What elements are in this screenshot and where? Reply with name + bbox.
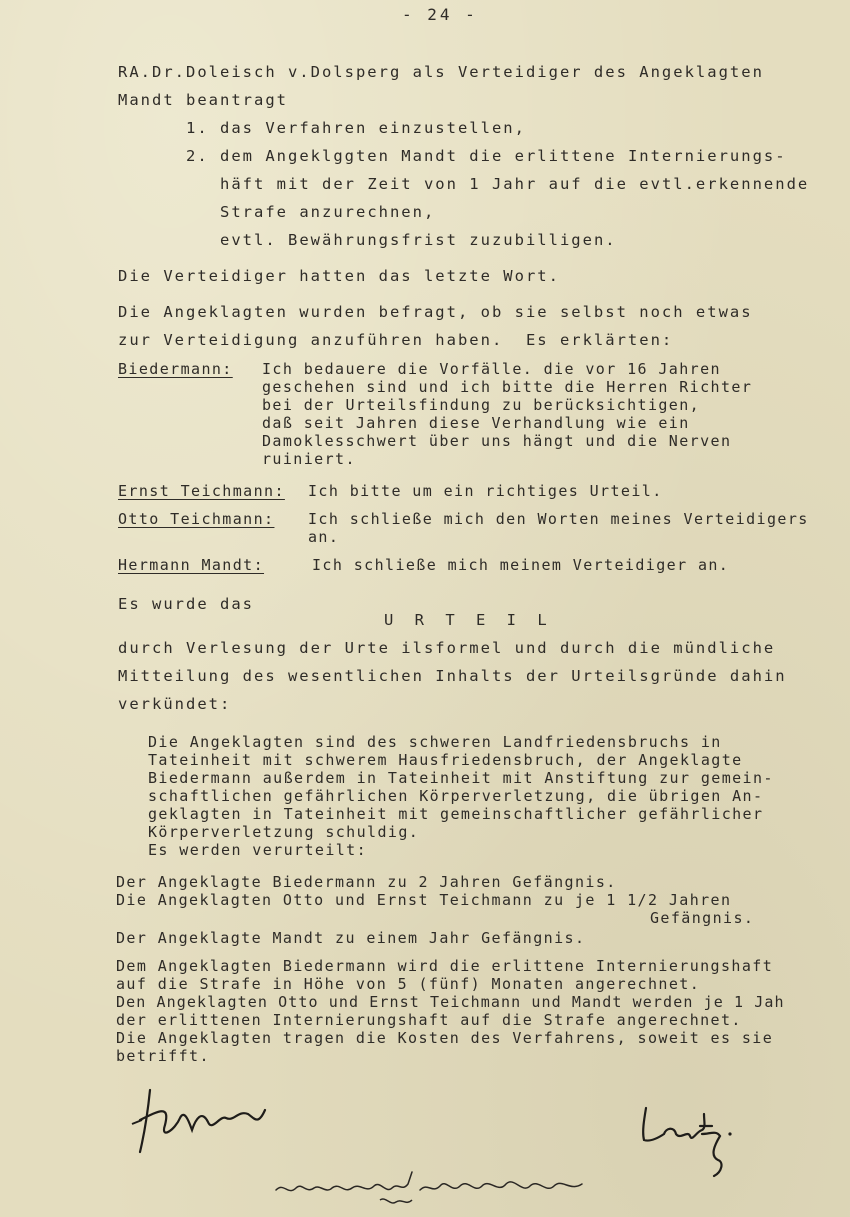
- sentence-line: Der Angeklagte Mandt zu einem Jahr Gefängnis.: [116, 929, 586, 947]
- judgment-line: Tateinheit mit schwerem Hausfriedensbruch, der Angeklagte: [148, 751, 743, 769]
- judge-signature: [130, 1080, 280, 1160]
- motion-line: Strafe anzurechnen,: [220, 203, 436, 221]
- last-word: Die Verteidiger hatten das letzte Wort.: [118, 267, 560, 285]
- credit-line: der erlittenen Internierungshaft auf die Strafe angerechnet.: [116, 1011, 742, 1029]
- sentence-line: Der Angeklagte Biedermann zu 2 Jahren Gefängnis.: [116, 873, 617, 891]
- statement-line: bei der Urteilsfindung zu berücksichtigen,: [262, 396, 701, 414]
- speaker-label: Otto Teichmann:: [118, 510, 275, 528]
- statement-line: an.: [308, 528, 340, 546]
- page-number: - 24 -: [402, 5, 478, 24]
- statement-line: Ich bedauere die Vorfälle. die vor 16 Jahren: [262, 360, 721, 378]
- asked-line: Die Angeklagten wurden befragt, ob sie selbst noch etwas: [118, 303, 753, 321]
- verdict-intro: Es wurde das: [118, 595, 254, 613]
- sentence-line: Die Angeklagten Otto und Ernst Teichmann zu je 1 1/2 Jahren: [116, 891, 732, 909]
- statement-line: Damoklesschwert über uns hängt und die Nerven: [262, 432, 732, 450]
- judgment-line: Die Angeklagten sind des schweren Landfriedensbruchs in: [148, 733, 722, 751]
- speaker-label: Ernst Teichmann:: [118, 482, 285, 500]
- speaker-label: Hermann Mandt:: [118, 556, 265, 574]
- intro-line: Mandt beantragt: [118, 91, 288, 109]
- judgment-line: schaftlichen gefährlichen Körperverletzung, die übrigen An-: [148, 787, 764, 805]
- judgment-line: Körperverletzung schuldig.: [148, 823, 420, 841]
- credit-line: betrifft.: [116, 1047, 210, 1065]
- sentence-line: Gefängnis.: [650, 909, 755, 927]
- statement-line: daß seit Jahren diese Verhandlung wie ein: [262, 414, 690, 432]
- motion-line: häft mit der Zeit von 1 Jahr auf die evtl.erkennende: [220, 175, 810, 193]
- credit-line: auf die Strafe in Höhe von 5 (fünf) Monaten angerechnet.: [116, 975, 701, 993]
- judgment-line: Biedermann außerdem in Tateinheit mit Anstiftung zur gemein-: [148, 769, 774, 787]
- statement-line: geschehen sind und ich bitte die Herren Richter: [262, 378, 753, 396]
- statement-line: Ich schließe mich meinem Verteidiger an.: [312, 556, 730, 574]
- judgment-line: geklagten in Tateinheit mit gemeinschaftlicher gefährlicher: [148, 805, 764, 823]
- intro-line: RA.Dr.Doleisch v.Dolsperg als Verteidiger des Angeklagten: [118, 63, 764, 81]
- laatz-signature: [636, 1100, 766, 1180]
- verdict-line: durch Verlesung der Urte ilsformel und durch die mündliche: [118, 639, 776, 657]
- asked-line: zur Verteidigung anzuführen haben. Es erklärten:: [118, 331, 674, 349]
- statement-line: Ich schließe mich den Worten meines Verteidigers: [308, 510, 809, 528]
- credit-line: Die Angeklagten tragen die Kosten des Verfahrens, soweit es sie: [116, 1029, 774, 1047]
- certification-signature: [270, 1160, 600, 1215]
- motion-line: 1. das Verfahren einzustellen,: [186, 119, 526, 137]
- credit-line: Dem Angeklagten Biedermann wird die erlittene Internierungshaft: [116, 957, 774, 975]
- verdict-title: U R T E I L: [384, 611, 553, 629]
- speaker-label: Biedermann:: [118, 360, 233, 378]
- verdict-line: Mitteilung des wesentlichen Inhalts der Urteilsgründe dahin: [118, 667, 787, 685]
- statement-line: ruiniert.: [262, 450, 356, 468]
- motion-line: evtl. Bewährungsfrist zuzubilligen.: [220, 231, 617, 249]
- credit-line: Den Angeklagten Otto und Ernst Teichmann und Mandt werden je 1 Jah: [116, 993, 785, 1011]
- motion-line: 2. dem Angeklggten Mandt die erlittene Internierungs-: [186, 147, 787, 165]
- verdict-line: verkündet:: [118, 695, 232, 713]
- judgment-line: Es werden verurteilt:: [148, 841, 368, 859]
- statement-line: Ich bitte um ein richtiges Urteil.: [308, 482, 663, 500]
